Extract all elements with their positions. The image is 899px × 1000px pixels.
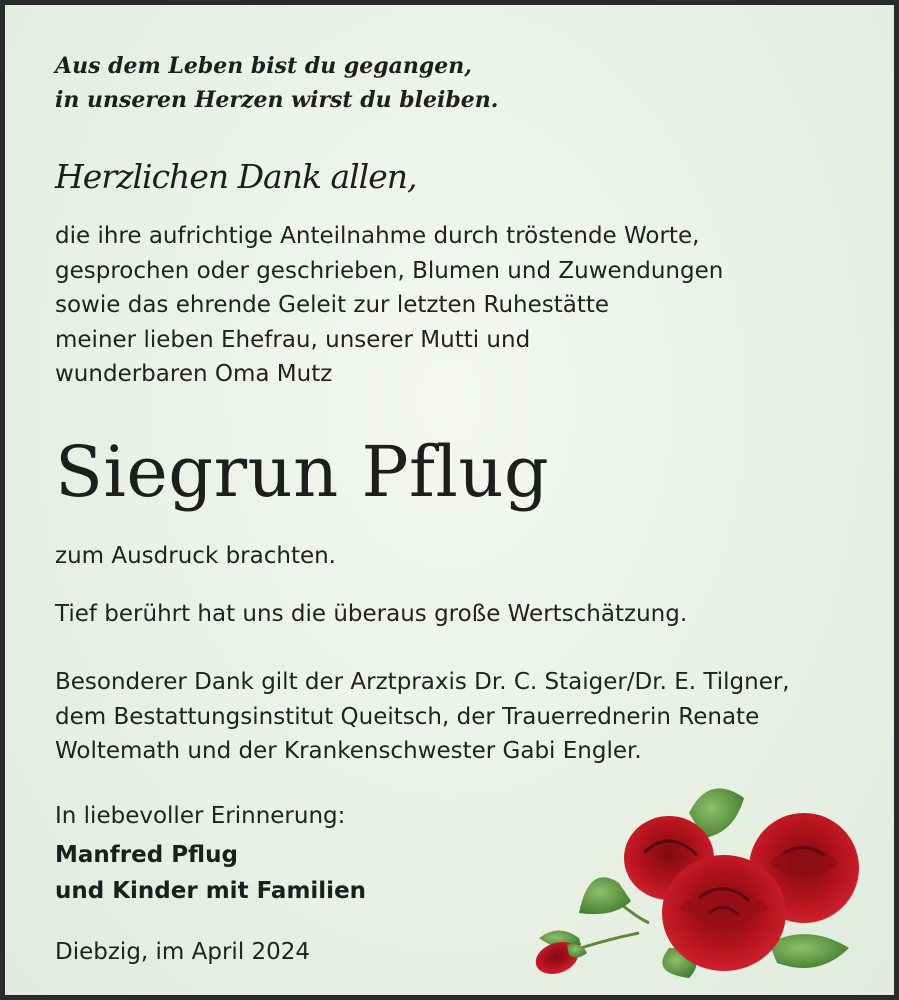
remembrance-label: In liebevoller Erinnerung: bbox=[55, 803, 346, 829]
intro-line: die ihre aufrichtige Anteilnahme durch tröstende Worte, bbox=[55, 223, 700, 249]
special-thanks-line: Woltemath und der Krankenschwester Gabi Engler. bbox=[55, 738, 642, 765]
intro-paragraph bbox=[55, 219, 723, 392]
deceased-name: Siegrun Pflug bbox=[55, 431, 550, 513]
intro-line: wunderbaren Oma Mutz bbox=[55, 361, 333, 388]
red-roses-icon bbox=[519, 773, 869, 983]
motto-line-2: in unseren Herzen wirst du bleiben. bbox=[55, 87, 499, 113]
thanks-heading: Herzlichen Dank allen, bbox=[55, 157, 417, 196]
appreciation-line: Tief berührt hat uns die überaus große Wertschätzung. bbox=[55, 601, 688, 627]
mourner-family: und Kinder mit Familien bbox=[55, 878, 367, 904]
closing-line: zum Ausdruck brachten. bbox=[55, 543, 336, 569]
motto bbox=[55, 49, 498, 117]
intro-line: gesprochen oder geschrieben, Blumen und Zuwendungen bbox=[55, 257, 724, 284]
place-date: Diebzig, im April 2024 bbox=[55, 939, 311, 965]
special-thanks-line: Besonderer Dank gilt der Arztpraxis Dr. C. Staiger/Dr. E. Tilgner, bbox=[55, 669, 790, 695]
mourners bbox=[55, 837, 366, 909]
mourner-name: Manfred Pflug bbox=[55, 842, 238, 868]
intro-line: sowie das ehrende Geleit zur letzten Ruhestätte bbox=[55, 292, 610, 319]
motto-line-1: Aus dem Leben bist du gegangen, bbox=[55, 53, 472, 79]
intro-line: meiner lieben Ehefrau, unserer Mutti und bbox=[55, 326, 531, 353]
special-thanks-line: dem Bestattungsinstitut Queitsch, der Trauerrednerin Renate bbox=[55, 703, 760, 730]
special-thanks-paragraph bbox=[55, 665, 790, 769]
